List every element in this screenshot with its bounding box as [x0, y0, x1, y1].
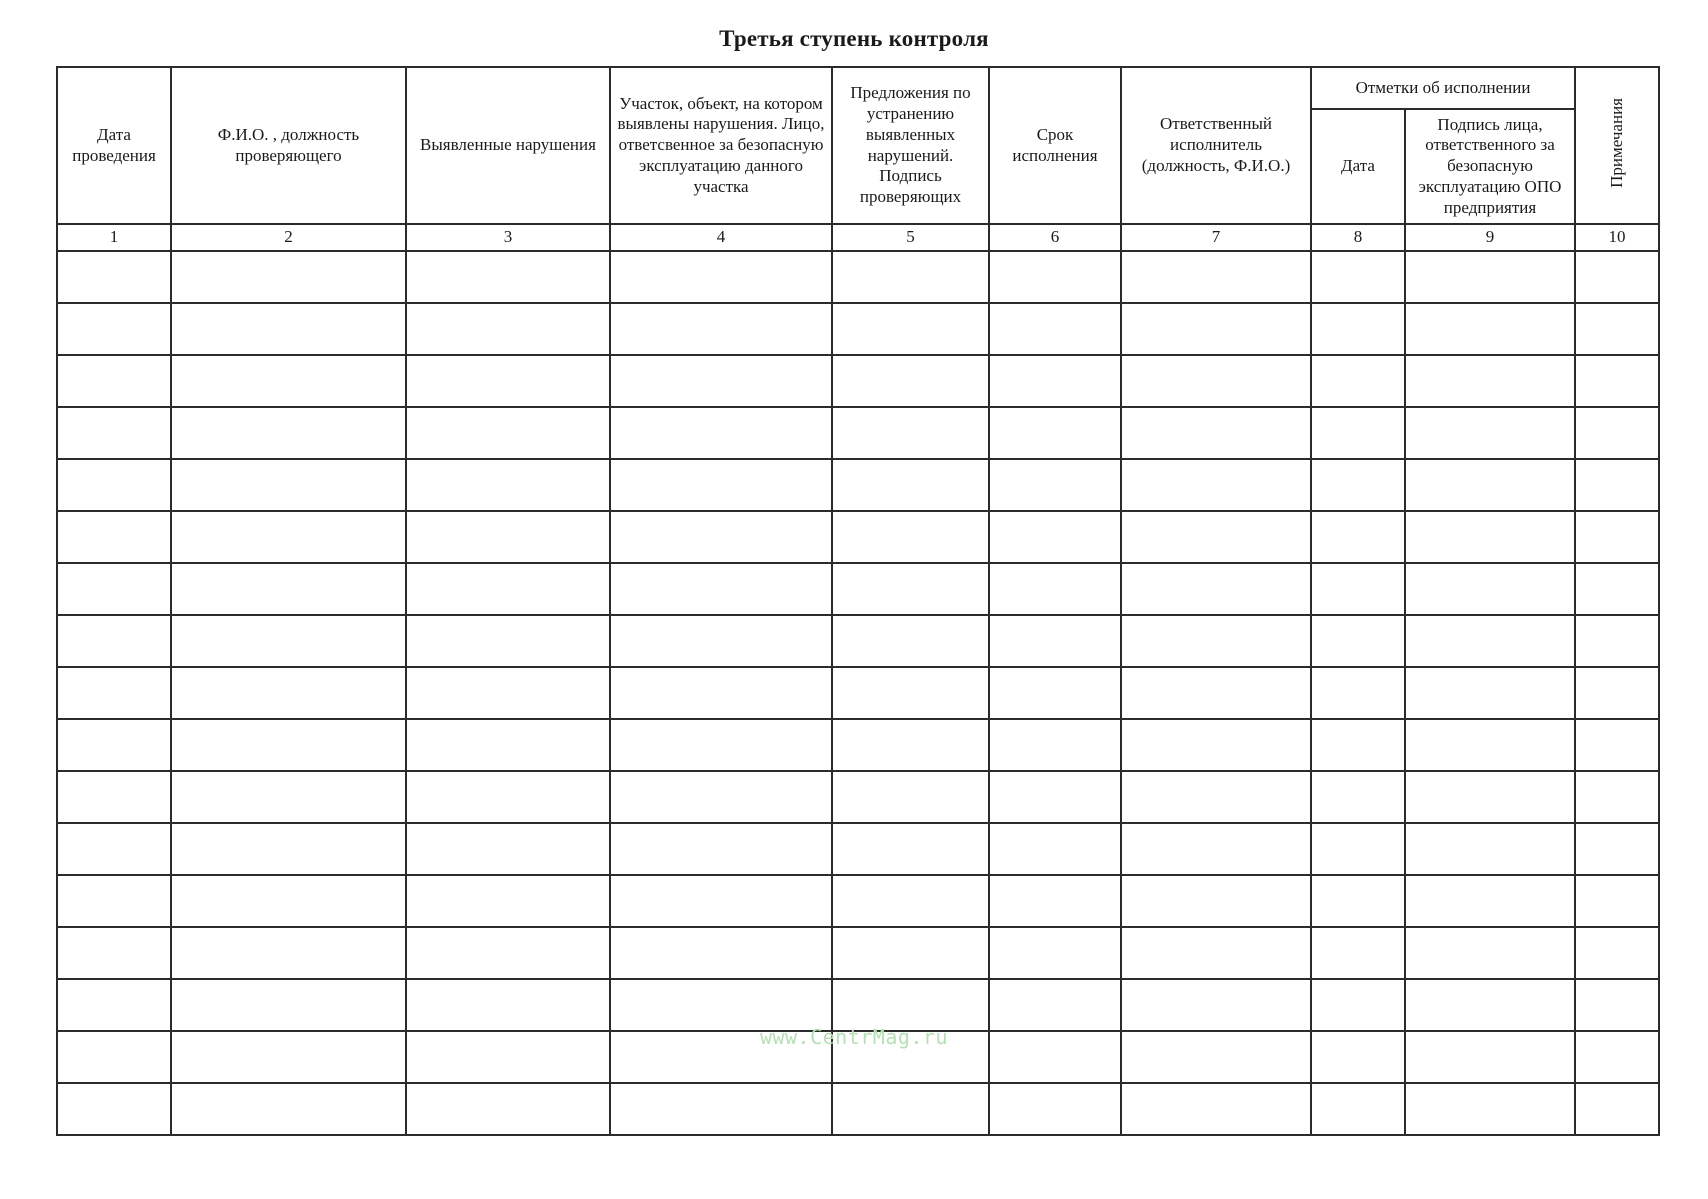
column-number: 10: [1575, 224, 1659, 251]
table-cell: [1575, 563, 1659, 615]
table-row: [57, 355, 1659, 407]
table-cell: [1405, 615, 1575, 667]
table-cell: [57, 823, 171, 875]
table-cell: [1575, 875, 1659, 927]
table-cell: [832, 303, 989, 355]
table-cell: [1575, 303, 1659, 355]
table-cell: [406, 303, 610, 355]
table-cell: [1121, 1083, 1311, 1135]
table-cell: [57, 719, 171, 771]
header-row: [57, 67, 1659, 109]
table-row: [57, 719, 1659, 771]
table-cell: [989, 927, 1121, 979]
table-cell: [171, 875, 406, 927]
column-number: 8: [1311, 224, 1405, 251]
table-cell: [989, 667, 1121, 719]
column-number: 4: [610, 224, 832, 251]
header-responsible: Ответственный исполнитель (должность, Ф.И.О.): [1121, 67, 1311, 224]
header-proposals: Предложения по устранению выявленных нарушений. Подпись проверяющих: [832, 67, 989, 224]
table-cell: [171, 927, 406, 979]
table-cell: [1405, 1083, 1575, 1135]
column-number: 1: [57, 224, 171, 251]
column-number: 6: [989, 224, 1121, 251]
table-cell: [57, 927, 171, 979]
table-cell: [1121, 719, 1311, 771]
table-cell: [1311, 979, 1405, 1031]
table-cell: [1575, 355, 1659, 407]
table-cell: [610, 563, 832, 615]
table-cell: [57, 875, 171, 927]
header-date: Дата проведения: [57, 67, 171, 224]
table-cell: [1575, 1083, 1659, 1135]
table-cell: [989, 823, 1121, 875]
table-cell: [57, 771, 171, 823]
table-cell: [1575, 823, 1659, 875]
table-cell: [1121, 823, 1311, 875]
table-cell: [57, 303, 171, 355]
table-cell: [610, 875, 832, 927]
table-cell: [610, 407, 832, 459]
table-cell: [989, 355, 1121, 407]
column-number-row: [57, 224, 1659, 251]
table-cell: [1575, 719, 1659, 771]
table-cell: [1121, 459, 1311, 511]
table-cell: [171, 511, 406, 563]
table-cell: [406, 875, 610, 927]
table-cell: [610, 823, 832, 875]
document-title: Третья ступень контроля: [719, 26, 989, 51]
table-cell: [989, 719, 1121, 771]
table-cell: [610, 251, 832, 303]
table-cell: [610, 1083, 832, 1135]
table-cell: [832, 823, 989, 875]
table-cell: [832, 615, 989, 667]
table-cell: [171, 823, 406, 875]
table-cell: [1121, 563, 1311, 615]
table-cell: [610, 303, 832, 355]
header-deadline: Срок исполнения: [989, 67, 1121, 224]
table-cell: [406, 251, 610, 303]
table-cell: [171, 667, 406, 719]
table-cell: [1405, 823, 1575, 875]
table-cell: [406, 823, 610, 875]
column-number: 3: [406, 224, 610, 251]
table-cell: [1575, 407, 1659, 459]
table-cell: [171, 251, 406, 303]
table-cell: [1405, 771, 1575, 823]
table-cell: [1311, 615, 1405, 667]
table-cell: [610, 771, 832, 823]
header-site: Участок, объект, на котором выявлены нарушения. Лицо, ответсвенное за безопасную эксплуатацию данного участка: [610, 67, 832, 224]
table-cell: [1405, 407, 1575, 459]
table-cell: [610, 719, 832, 771]
table-cell: [1121, 303, 1311, 355]
table-cell: [989, 771, 1121, 823]
table-row: [57, 1083, 1659, 1135]
table-cell: [1121, 771, 1311, 823]
table-cell: [1121, 875, 1311, 927]
table-cell: [406, 459, 610, 511]
table-cell: [989, 875, 1121, 927]
table-cell: [1121, 615, 1311, 667]
table-cell: [1405, 355, 1575, 407]
table-cell: [1311, 511, 1405, 563]
table-cell: [1311, 927, 1405, 979]
table-cell: [406, 719, 610, 771]
table-cell: [406, 771, 610, 823]
table-row: [57, 459, 1659, 511]
table-row: [57, 615, 1659, 667]
table-cell: [989, 1083, 1121, 1135]
table-cell: [1405, 719, 1575, 771]
table-row: [57, 875, 1659, 927]
table-cell: [1405, 303, 1575, 355]
table-cell: [832, 667, 989, 719]
table-cell: [406, 979, 610, 1031]
table-cell: [1311, 1083, 1405, 1135]
table-cell: [1405, 979, 1575, 1031]
table-cell: [832, 771, 989, 823]
table-cell: [832, 563, 989, 615]
table-cell: [1575, 511, 1659, 563]
table-cell: [57, 979, 171, 1031]
table-cell: [171, 407, 406, 459]
table-cell: [406, 667, 610, 719]
table-cell: [989, 407, 1121, 459]
table-row: [57, 927, 1659, 979]
table-row: [57, 511, 1659, 563]
table-cell: [171, 771, 406, 823]
table-cell: [832, 927, 989, 979]
table-cell: [1121, 927, 1311, 979]
table-cell: [832, 719, 989, 771]
table-cell: [1121, 667, 1311, 719]
table-cell: [1311, 823, 1405, 875]
table-cell: [832, 1083, 989, 1135]
table-cell: [610, 667, 832, 719]
table-cell: [610, 355, 832, 407]
column-number: 5: [832, 224, 989, 251]
table-cell: [1311, 459, 1405, 511]
table-cell: [57, 511, 171, 563]
table-cell: [57, 563, 171, 615]
table-cell: [1311, 303, 1405, 355]
table-cell: [57, 407, 171, 459]
table-cell: [989, 563, 1121, 615]
table-cell: [171, 459, 406, 511]
table-cell: [832, 459, 989, 511]
header-signature: Подпись лица, ответственного за безопасную эксплуатацию ОПО предприятия: [1405, 109, 1575, 224]
table-cell: [406, 407, 610, 459]
table-cell: [57, 1083, 171, 1135]
table-cell: [171, 355, 406, 407]
table-cell: [832, 979, 989, 1031]
table-cell: [1121, 407, 1311, 459]
table-row: [57, 979, 1659, 1031]
table-row: [57, 303, 1659, 355]
table-cell: [610, 615, 832, 667]
table-cell: [57, 251, 171, 303]
table-cell: [1405, 251, 1575, 303]
table-cell: [171, 1083, 406, 1135]
table-cell: [1121, 355, 1311, 407]
table-cell: [1311, 719, 1405, 771]
table-row: [57, 407, 1659, 459]
table-cell: [832, 407, 989, 459]
table-cell: [1575, 979, 1659, 1031]
table-cell: [406, 615, 610, 667]
table-cell: [171, 615, 406, 667]
header-execution-date: Дата: [1311, 109, 1405, 224]
table-cell: [171, 563, 406, 615]
column-number: 2: [171, 224, 406, 251]
table-cell: [406, 927, 610, 979]
header-notes: [1575, 67, 1659, 224]
header-execution-marks: Отметки об исполнении: [1311, 67, 1575, 109]
table-cell: [989, 251, 1121, 303]
table-cell: [171, 303, 406, 355]
inspection-journal-table: [56, 66, 1660, 1136]
table-cell: [610, 979, 832, 1031]
table-cell: [832, 875, 989, 927]
table-cell: [1405, 459, 1575, 511]
watermark-text: www.CentrMag.ru: [759, 1025, 949, 1049]
table-row: [57, 251, 1659, 303]
table-cell: [1405, 511, 1575, 563]
table-row: [57, 563, 1659, 615]
table-row: [57, 823, 1659, 875]
header-violations: Выявленные нарушения: [406, 67, 610, 224]
table-cell: [1575, 615, 1659, 667]
table-cell: [989, 459, 1121, 511]
table-cell: [57, 667, 171, 719]
table-cell: [1121, 511, 1311, 563]
table-cell: [610, 927, 832, 979]
table-cell: [610, 459, 832, 511]
table-row: [57, 667, 1659, 719]
table-cell: [1405, 667, 1575, 719]
column-number: 7: [1121, 224, 1311, 251]
table-cell: [989, 615, 1121, 667]
table-cell: [832, 251, 989, 303]
table-cell: [1575, 667, 1659, 719]
table-cell: [57, 459, 171, 511]
header-notes-label: Примечания: [1606, 97, 1626, 188]
table-cell: [1311, 875, 1405, 927]
table-row: [57, 771, 1659, 823]
table-cell: [832, 511, 989, 563]
table-cell: [171, 719, 406, 771]
table-cell: [1311, 355, 1405, 407]
column-number: 9: [1405, 224, 1575, 251]
table-cell: [832, 355, 989, 407]
header-inspector: Ф.И.О. , должность проверяющего: [171, 67, 406, 224]
table-cell: [406, 355, 610, 407]
table-cell: [406, 1083, 610, 1135]
table-cell: [1121, 251, 1311, 303]
table-cell: [57, 615, 171, 667]
table-cell: [1311, 251, 1405, 303]
table-cell: [1405, 875, 1575, 927]
table-cell: [1311, 407, 1405, 459]
table-cell: [1405, 563, 1575, 615]
table-cell: [171, 979, 406, 1031]
table-cell: [1575, 459, 1659, 511]
table-cell: [1575, 251, 1659, 303]
table-cell: [1575, 771, 1659, 823]
table-cell: [1311, 667, 1405, 719]
table-cell: [406, 563, 610, 615]
table-cell: [406, 511, 610, 563]
table-cell: [989, 303, 1121, 355]
table-cell: [1311, 771, 1405, 823]
table-cell: [1311, 563, 1405, 615]
table-cell: [57, 355, 171, 407]
table-cell: [989, 979, 1121, 1031]
table-cell: [1575, 927, 1659, 979]
table-cell: [1121, 979, 1311, 1031]
table-cell: [1405, 927, 1575, 979]
table-cell: [989, 511, 1121, 563]
table-cell: [610, 511, 832, 563]
